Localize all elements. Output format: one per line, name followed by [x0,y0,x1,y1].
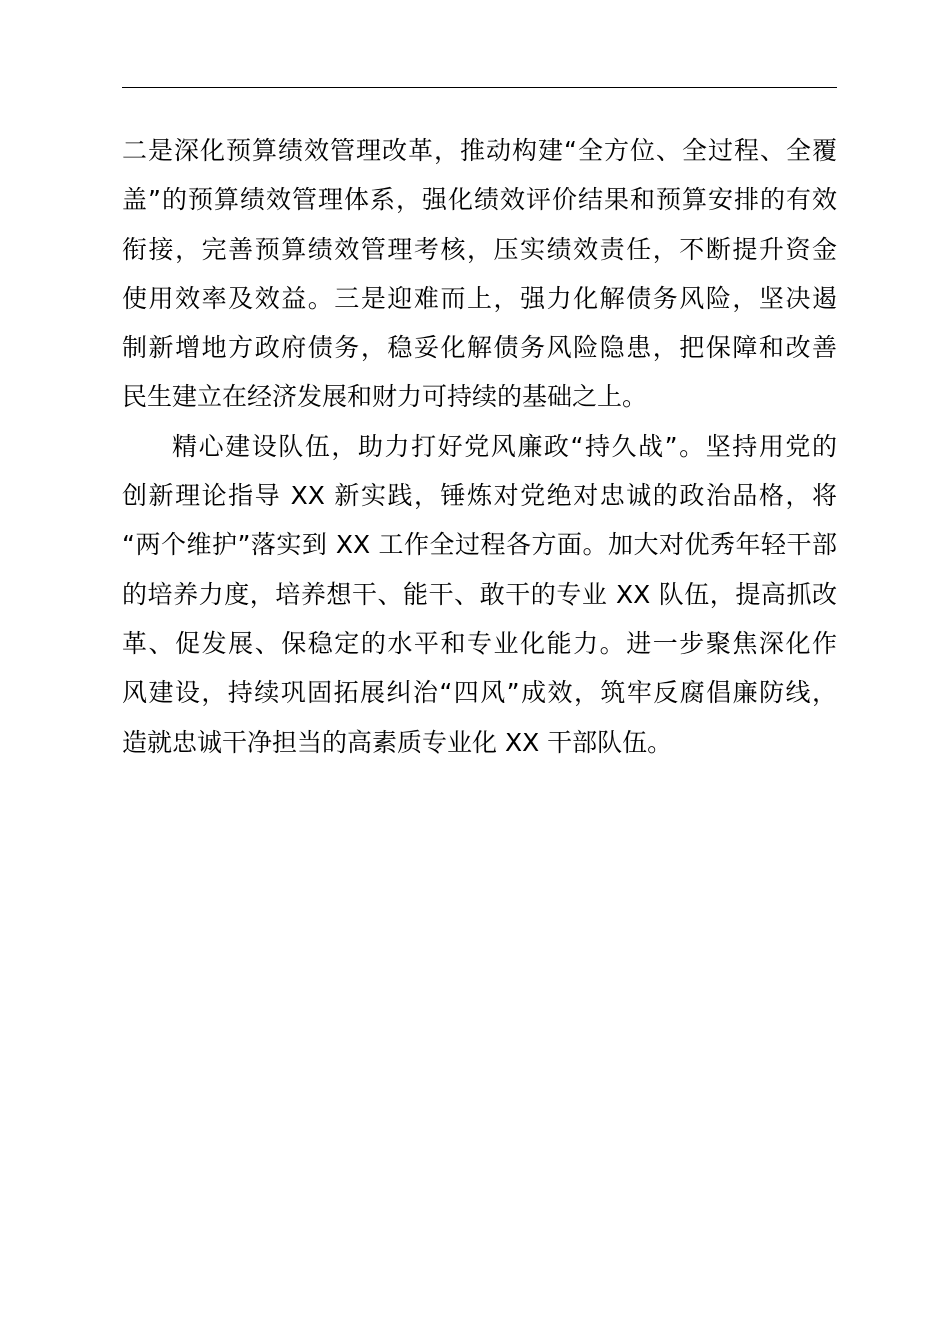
header-rule [122,87,837,88]
text-line: 盖”的预算绩效管理体系，强化绩效评价结果和预算安排的有效 [122,185,837,215]
text-line: 创新理论指导 XX 新实践，锤炼对党绝对忠诚的政治品格，将 [122,481,837,511]
text-line: 制新增地方政府债务，稳妥化解债务风险隐患，把保障和改善 [122,333,837,363]
paragraph-2 [122,422,837,767]
text-line: “两个维护”落实到 XX 工作全过程各方面。加大对优秀年轻干部 [122,530,837,560]
text-line: 民生建立在经济发展和财力可持续的基础之上。 [122,382,648,412]
text-line: 精心建设队伍，助力打好党风廉政“持久战”。坚持用党的 [172,431,837,461]
text-line: 衔接，完善预算绩效管理考核，压实绩效责任，不断提升资金 [122,234,837,264]
text-line: 造就忠诚干净担当的高素质专业化 XX 干部队伍。 [122,727,673,757]
text-line: 使用效率及效益。三是迎难而上，强力化解债务风险，坚决遏 [122,283,837,313]
document-body [122,126,837,767]
text-line: 革、促发展、保稳定的水平和专业化能力。进一步聚焦深化作 [122,628,837,658]
paragraph-1 [122,126,837,422]
text-line: 的培养力度，培养想干、能干、敢干的专业 XX 队伍，提高抓改 [122,579,837,609]
text-line: 二是深化预算绩效管理改革，推动构建“全方位、全过程、全覆 [122,136,837,165]
text-line: 风建设，持续巩固拓展纠治“四风”成效，筑牢反腐倡廉防线， [122,678,837,708]
